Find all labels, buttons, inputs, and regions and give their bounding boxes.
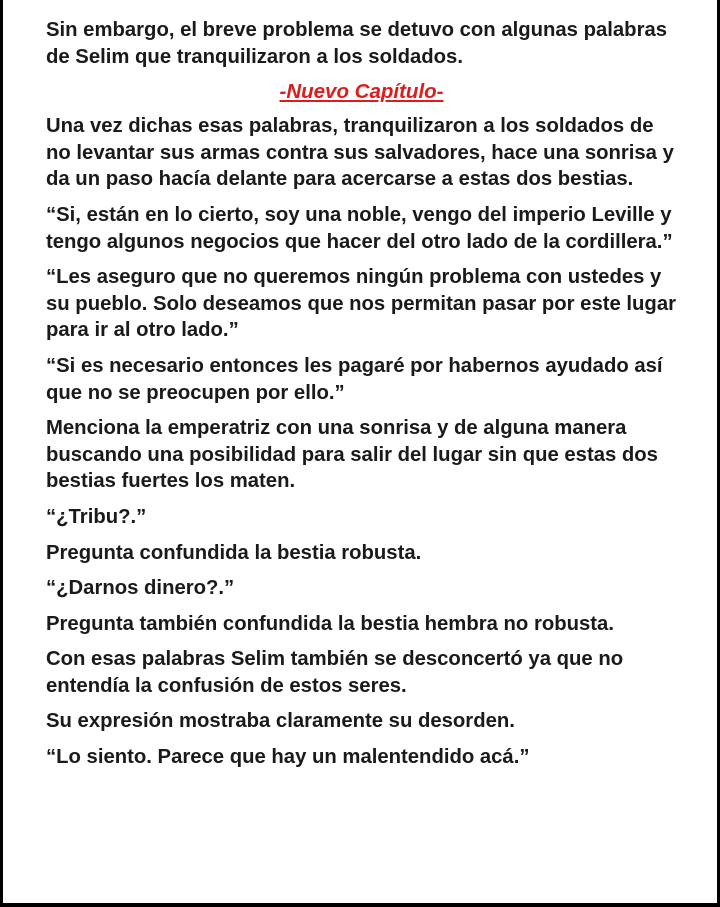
paragraph: “¿Darnos dinero?.” <box>46 577 235 600</box>
paragraph: “Si es necesario entonces les pagaré por habernos ayudado así que no se preocupen por ello.” <box>46 354 663 404</box>
paragraph: Pregunta también confundida la bestia hembra no robusta. <box>46 612 614 635</box>
paragraph: Pregunta confundida la bestia robusta. <box>46 541 422 564</box>
paragraph: “Lo siento. Parece que hay un malentendido acá.” <box>46 746 530 769</box>
paragraph: Una vez dichas esas palabras, tranquilizaron a los soldados de no levantar sus armas contra sus salvadores, hace una sonrisa y da un paso hacía delante para acercarse a estas dos bestias. <box>46 115 674 191</box>
paragraph: “Les aseguro que no queremos ningún problema con ustedes y su pueblo. Solo deseamos que nos permitan pasar por este lugar para ir al otro lado.” <box>46 266 676 342</box>
chapter-heading: -Nuevo Capítulo- <box>279 80 444 104</box>
document-page <box>3 0 717 903</box>
paragraph: Sin embargo, el breve problema se detuvo con algunas palabras de Selim que tranquilizaron a los soldados. <box>46 19 668 68</box>
paragraph: “¿Tribu?.” <box>46 505 147 528</box>
paragraph: “Si, están en lo cierto, soy una noble, vengo del imperio Leville y tengo algunos negocios que hacer del otro lado de la cordillera.” <box>46 203 673 253</box>
paragraph: Con esas palabras Selim también se desconcertó ya que no entendía la confusión de estos seres. <box>46 648 624 697</box>
paragraph: Menciona la emperatriz con una sonrisa y de alguna manera buscando una posibilidad para salir del lugar sin que estas dos bestias fuertes los maten. <box>46 417 658 493</box>
paragraph: Su expresión mostraba claramente su desorden. <box>46 710 515 733</box>
